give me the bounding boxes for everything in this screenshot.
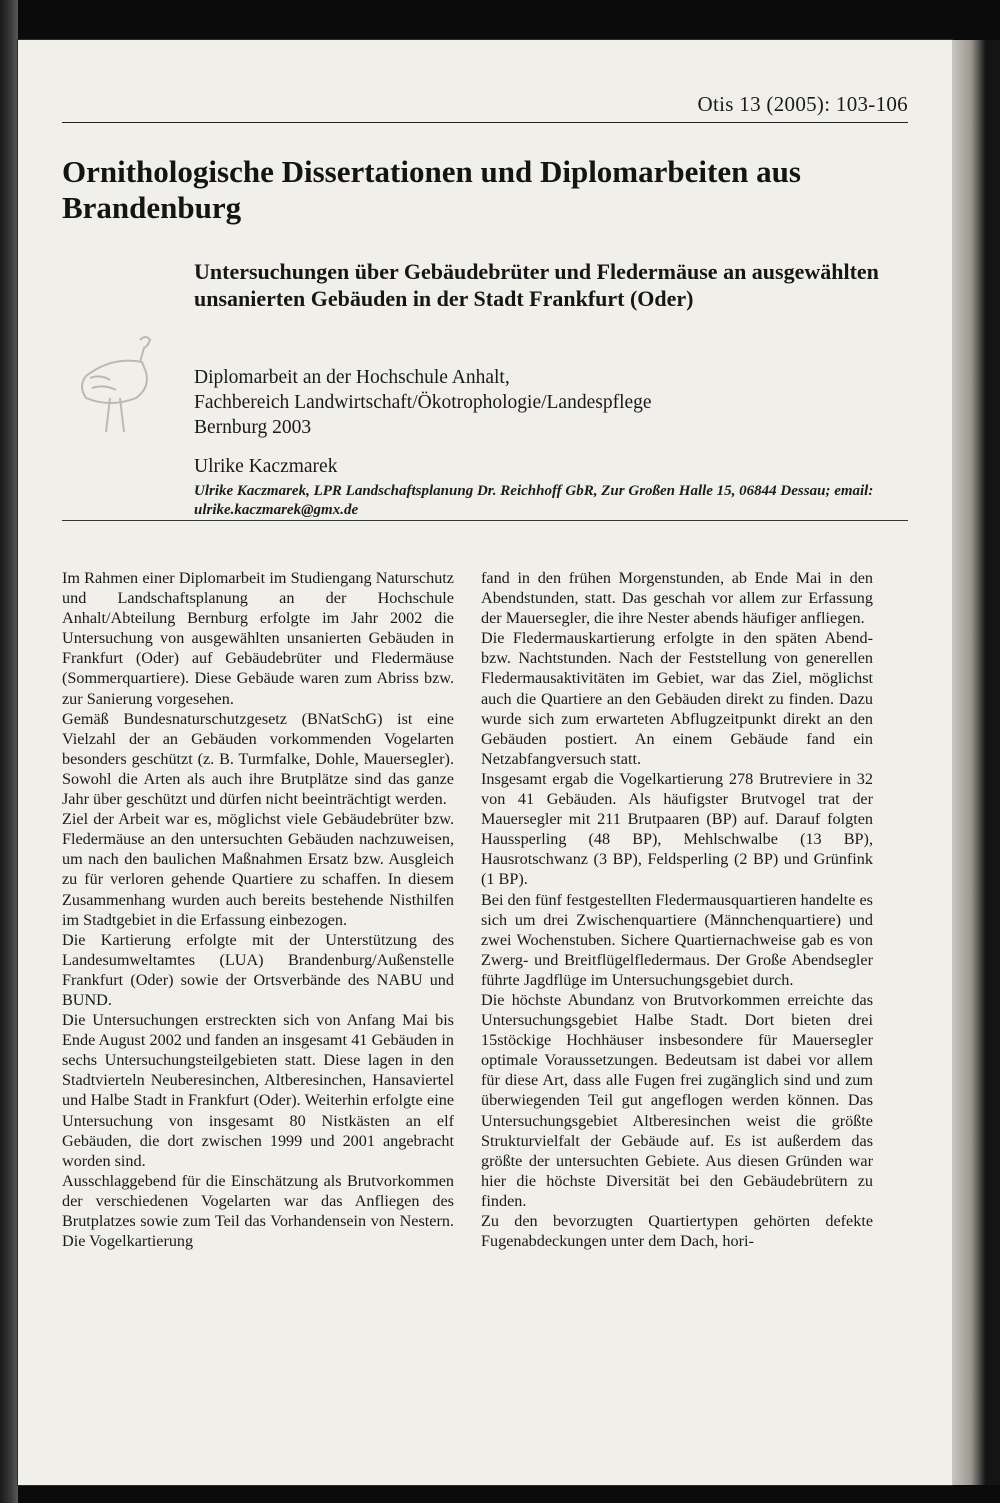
running-head: Otis 13 (2005): 103-106 xyxy=(697,92,908,116)
body-column-right xyxy=(481,568,873,1251)
paragraph: Ausschlaggebend für die Einschätzung als Brutvorkommen der verschiedenen Vogelarten war das Anfliegen des Brutplatzes sowie zum Teil das Vorhandensein von Nestern. Die Vogelkartierung xyxy=(62,1171,454,1251)
header-rule xyxy=(62,122,908,123)
thesis-line: Fachbereich Landwirtschaft/Ökotrophologie/Landespflege xyxy=(194,392,652,413)
paragraph: Insgesamt ergab die Vogelkartierung 278 Brutreviere in 32 von 41 Gebäuden. Als häufigster Brutvogel trat der Mauersegler mit 211 Brutpaaren (BP) auf. Darauf folgten Haussperling (48 BP), Mehlschwalbe (13 BP), Hausrotschwanz (3 BP), Feldsperling (2 BP) und Grünfink (1 BP). xyxy=(481,769,873,889)
bustard-logo-icon xyxy=(70,322,170,452)
article-subtitle: Untersuchungen über Gebäudebrüter und Fledermäuse an ausgewählten unsanierten Gebäuden in der Stadt Frankfurt (Oder) xyxy=(194,259,879,311)
thesis-line: Diplomarbeit an der Hochschule Anhalt, xyxy=(194,367,510,388)
author-affiliation: Ulrike Kaczmarek, LPR Landschaftsplanung Dr. Reichhoff GbR, Zur Großen Halle 15, 06844 Dessau; email: ulrike.kaczmarek@gmx.de xyxy=(194,483,874,518)
paragraph: Gemäß Bundesnaturschutzgesetz (BNatSchG) ist eine Vielzahl der an Gebäuden vorkommenden Vogelarten besonders geschützt (z. B. Turmfalke, Dohle, Mauersegler). Sowohl die Arten als auch ihre Brutplätze sind das ganze Jahr über geschützt und dürfen nicht beeinträchtigt werden. xyxy=(62,709,454,809)
paragraph: fand in den frühen Morgenstunden, ab Ende Mai in den Abendstunden, statt. Das geschah vor allem zur Erfassung der Mauersegler, die ihre Nester abends häufiger anfliegen. xyxy=(481,569,873,628)
page-content xyxy=(62,40,908,1485)
paragraph: Ziel der Arbeit war es, möglichst viele Gebäudebrüter bzw. Fledermäuse an den untersuchten Gebäuden nachzuweisen, um nach den baulichen Maßnahmen Ersatz bzw. Ausgleich zu für verloren gehende Quartiere zu schaffen. In diesem Zusammenhang wurden auch bereits bestehende Nisthilfen im Stadtgebiet in die Erfassung einbezogen. xyxy=(62,810,454,929)
thesis-line: Bernburg 2003 xyxy=(194,417,312,438)
paragraph: Bei den fünf festgestellten Fledermausquartieren handelte es sich um drei Zwischenquartiere (Männchenquartiere) und zwei Wochenstuben. Sichere Quartiernachweise gab es von Zwerg- und Breitflügelfledermaus. Der Große Abendsegler führte Jagdflüge im Untersuchungsgebiet durch. xyxy=(481,890,873,989)
page-edge xyxy=(952,40,1000,1485)
journal-page xyxy=(18,40,952,1485)
body-column-left xyxy=(62,568,454,1251)
paragraph: Zu den bevorzugten Quartiertypen gehörten defekte Fugenabdeckungen unter dem Dach, hori- xyxy=(481,1212,873,1251)
book-spine xyxy=(0,0,18,1503)
article-main-title: Ornithologische Dissertationen und Diplomarbeiten aus Brandenburg xyxy=(62,154,801,225)
paragraph: Die Kartierung erfolgte mit der Unterstützung des Landesumweltamtes (LUA) Brandenburg/Außenstelle Frankfurt (Oder) sowie der Ortsverbände des NABU und BUND. xyxy=(62,930,454,1009)
author-name: Ulrike Kaczmarek xyxy=(194,456,338,477)
paragraph: Die Fledermauskartierung erfolgte in den späten Abend- bzw. Nachtstunden. Nach der Feststellung von generellen Fledermausaktivitäten im Gebiet, war das Ziel, möglichst auch die Quartiere an den Gebäuden direkt zu finden. Dazu wurde sich zum erwarteten Abflugzeitpunkt direkt an den Gebäuden postiert. An einem Gebäude fand ein Netzabfangversuch statt. xyxy=(481,629,873,768)
affiliation-rule xyxy=(62,520,908,521)
paragraph: Die Untersuchungen erstreckten sich von Anfang Mai bis Ende August 2002 und fanden an insgesamt 41 Gebäuden in sechs Untersuchungsteilgebieten statt. Diese lagen in den Stadtvierteln Neuberesinchen, Altberesinchen, Hansaviertel und Halbe Stadt in Frankfurt (Oder). Weiterhin erfolgte eine Untersuchung von insgesamt 80 Nistkästen an elf Gebäuden, die dort zwischen 1999 und 2001 angebracht worden sind. xyxy=(62,1011,454,1170)
paragraph: Die höchste Abundanz von Brutvorkommen erreichte das Untersuchungsgebiet Halbe Stadt. Dort bieten drei 15stöckige Hochhäuser insbesondere für Mauersegler optimale Voraussetzungen. Bedeutsam ist dabei vor allem für diese Art, dass alle Fugen frei zugänglich sind und zum überwiegenden Teil gut angeflogen werden können. Das Untersuchungsgebiet Altberesinchen weist die größte Strukturvielfalt der Gebäude auf. Es ist außerdem das größte der untersuchten Gebiete. Aus diesen Gründen war hier die höchste Diversität bei den Gebäudebrütern zu finden. xyxy=(481,990,873,1210)
paragraph: Im Rahmen einer Diplomarbeit im Studiengang Naturschutz und Landschaftsplanung an der Hochschule Anhalt/Abteilung Bernburg erfolgte im Jahr 2002 die Untersuchung von ausgewählten unsanierten Gebäuden in Frankfurt (Oder) auf Gebäudebrüter und Fledermäuse (Sommerquartiere). Diese Gebäude waren zum Abriss bzw. zur Sanierung vorgesehen. xyxy=(62,569,454,708)
thesis-info xyxy=(194,365,894,440)
